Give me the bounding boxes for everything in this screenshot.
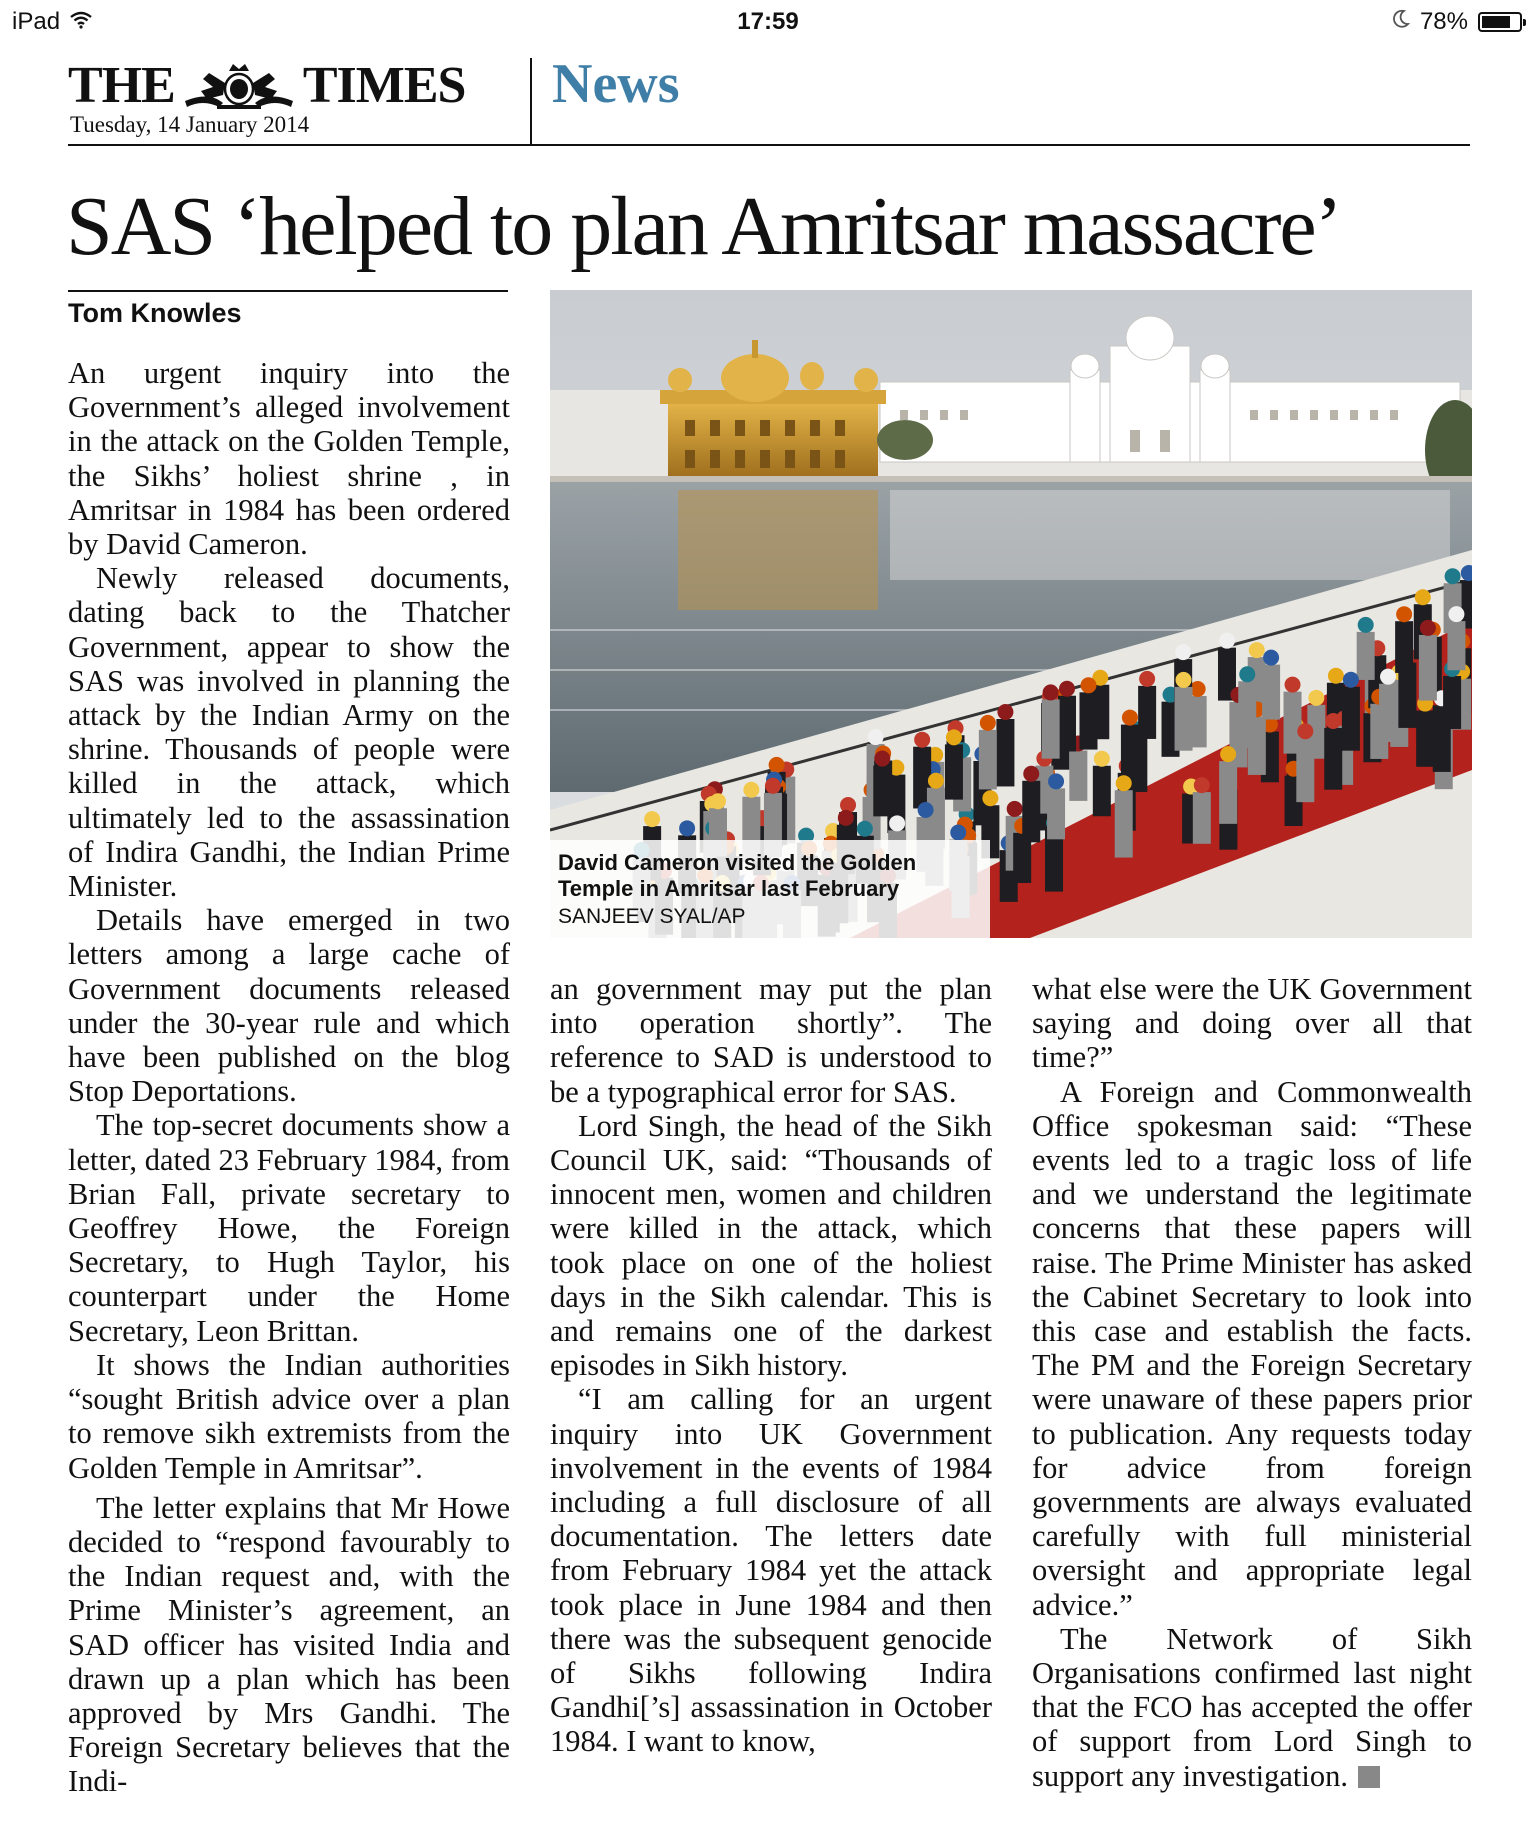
royal-crest-icon (179, 61, 299, 111)
article-column-2 (550, 972, 992, 1759)
article-paragraph: The top-secret documents show a letter, dated 23 February 1984, from Brian Fall, private secretary to Geoffrey Howe, the Foreign Secretary, to Hugh Taylor, his counterpart under the Home Secretary, Leon Brittan. (68, 1108, 510, 1348)
caption-text: David Cameron visited the Golden Temple in Amritsar last February (558, 850, 917, 901)
byline: Tom Knowles (68, 298, 242, 328)
masthead (68, 52, 1470, 146)
battery-percent: 78% (1419, 8, 1468, 35)
status-bar (0, 0, 1536, 40)
article-paragraph: Lord Singh, the head of the Sikh Council UK, said: “Thousands of innocent men, women and children were killed in the attack, which took place on one of the holiest days in the Sikh calendar. This is and remains one of the darkest episodes in Sikh history. (550, 1108, 992, 1383)
article-paragraph: The letter explains that Mr Howe decided to “respond favourably to the Indian request and, with the Prime Minister’s agreement, an SAD officer has visited India and drawn up a plan which has been approved by Mrs Gandhi. The Foreign Secretary believes that the Indi- (68, 1490, 510, 1799)
article-paragraph: It shows the Indian authorities “sought British advice over a plan to remove sikh extremists from the Golden Temple in Amritsar”. (68, 1347, 510, 1485)
article-paragraph: “I am calling for an urgent inquiry into UK Government involvement in the events of 1984 including a full disclosure of all documentation. The letters date from February 1984 yet the attack took place in June 1984 and then there was the subsequent genocide of Sikhs following Indira Gandhi[’s] assassination in October 1984. I want to know, (550, 1382, 992, 1759)
end-of-article-mark (1358, 1766, 1380, 1788)
article-paragraph: A Foreign and Commonwealth Office spokesman said: “These events led to a tragic loss of life and we understand the legitimate concerns that these papers will raise. The Prime Minister has asked the Cabinet Secretary to look into this case and establish the facts. The PM and the Foreign Secretary were unaware of these papers prior to publication. Any requests today for advice from foreign governments are always evaluated carefully with full ministerial oversight and appropriate legal advice.” (1032, 1074, 1472, 1622)
article-photo (550, 290, 1472, 938)
article-paragraph: Newly released documents, dating back to the Thatcher Government, appear to show the SAS was involved in planning the attack by the Indian Army on the shrine. Thousands of people were killed in the attack, which ultimately led to the assassination of Indira Gandhi, the Indian Prime Minister. (68, 561, 510, 904)
device-label: iPad (12, 8, 61, 35)
publication-date: Tuesday, 14 January 2014 (70, 112, 310, 137)
article-paragraph: An urgent inquiry into the Government’s alleged involvement in the attack on the Golden Temple, the Sikhs’ holiest shrine , in Amritsar in 1984 has been ordered by David Cameron. (68, 356, 510, 562)
battery-fill (1482, 16, 1510, 28)
moon-icon (1392, 8, 1410, 36)
article-paragraph: an government may put the plan into operation shortly”. The reference to SAD is understood to be a typographical error for SAS. (550, 972, 992, 1109)
photo-caption (550, 840, 990, 938)
article-paragraph: what else were the UK Government saying and doing over all that time?” (1032, 972, 1472, 1075)
headline: SAS ‘helped to plan Amritsar massacre’ (66, 180, 1341, 273)
battery-icon (1478, 12, 1522, 32)
newspaper-logo (68, 56, 465, 115)
logo-word-times: TIMES (302, 57, 466, 114)
photo-credit: SANJEEV SYAL/AP (558, 905, 746, 928)
article-column-3 (1032, 972, 1472, 1793)
article-column-1 (68, 356, 510, 1799)
byline-rule (68, 290, 508, 292)
masthead-divider (530, 58, 532, 144)
article-paragraph-text: The Network of Sikh Organisations confirmed last night that the FCO has accepted the offer of support from Lord Singh to support any investigation. (1032, 1621, 1472, 1793)
article-paragraph: Details have emerged in two letters among a large cache of Government documents released under the 30-year rule and which have been published on the blog Stop Deportations. (68, 903, 510, 1109)
clock: 17:59 (737, 8, 799, 35)
logo-word-the: THE (68, 57, 175, 114)
section-title: News (552, 53, 680, 115)
article-paragraph (1032, 1622, 1472, 1793)
